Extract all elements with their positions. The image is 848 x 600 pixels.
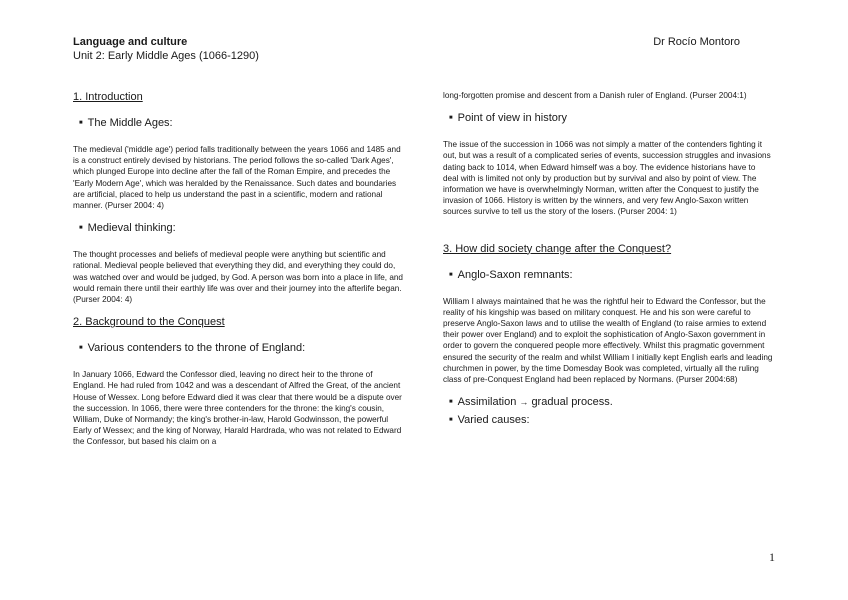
bullet-square-icon: ■ (449, 399, 453, 406)
bullet-label: Varied causes: (457, 414, 530, 427)
section-heading-background: 2. Background to the Conquest (73, 316, 225, 329)
document-header (73, 35, 259, 63)
bullet-assimilation (449, 395, 773, 411)
bullet-square-icon: ■ (79, 225, 83, 232)
bullet-label: Anglo-Saxon remnants: (457, 268, 573, 281)
section-heading-society-change: 3. How did society change after the Conquest? (443, 242, 672, 255)
bullet-anglo-saxon-remnants (449, 268, 773, 284)
left-column (73, 90, 403, 458)
bullet-label-assimilation: Assimilation (457, 396, 517, 409)
paragraph-continuation: long-forgotten promise and descent from a Danish ruler of England. (Purser 2004:1) (443, 91, 747, 100)
paragraph-medieval-thinking: The thought processes and beliefs of medieval people were anything but scientific and rational. Medieval people believed that everything they did, and everything they could do, was watched over and would be judged, by God. A person was born into a place in life, and would remain there until their earthly life was over and their journey into the afterlife began. (Purser 2004: 4) (73, 250, 403, 305)
section-heading-introduction: 1. Introduction (73, 91, 143, 103)
bullet-square-icon: ■ (79, 345, 83, 352)
bullet-varied-causes (449, 413, 773, 429)
bullet-label: The Middle Ages: (87, 117, 173, 129)
arrow-right-icon: → (519, 397, 529, 408)
unit-title: Unit 2: Early Middle Ages (1066-1290) (73, 50, 259, 62)
paragraph-medieval-period: The medieval ('middle age') period falls traditionally between the years 1066 and 1485 and is a construct entirely devised by historians. The period follows the so-called 'Dark Ages', which plunged Europe into decline after the fall of the Roman Empire, and precedes the 'Early Modern Age', which was heralded by the Renaissance. Such dates and boundaries are artificial, placed to help us understand the past in a scientific, modern and rational manner. (Purser 2004: 4) (73, 145, 401, 211)
bullet-label: Point of view in history (457, 112, 568, 125)
paragraph-point-of-view: The issue of the succession in 1066 was not simply a matter of the contenders fighting it out, but was a result of a complicated series of events, succession struggles and invasions dating back to 1014, when Edward himself was a boy. The evidence historians have to deal with is limited not only by production but by survival and also by point of view. The information we have is overwhelmingly Norman, written after the Conquest to justify the invasion of 1066. History is written by the winners, and very few Anglo-Saxon written sources survive to tell us the story of the losers. (Purser 2004: 1) (443, 140, 771, 217)
bullet-middle-ages (79, 116, 403, 132)
bullet-square-icon: ■ (449, 271, 453, 278)
page-number: 1 (769, 550, 775, 564)
paragraph-contenders: In January 1066, Edward the Confessor died, leaving no direct heir to the throne of England. He had ruled from 1042 and was a descendant of Alfred the Great, of the ancient House of Wessex. Long before Edward died it was clear that there would be a dispute over the succession. In 1066, there were three contenders for the throne: the king's cousin, William, Duke of Normandy; the king's brother-in-law, Harold Godwinsson, the powerful Early of Wessex; and the king of Norway, Harald Hardrada, who was not related to Edward the Confessor, but based his claim on a (73, 370, 402, 447)
course-title: Language and culture (73, 36, 188, 48)
bullet-label: Various contenders to the throne of England: (87, 342, 306, 355)
bullet-point-of-view (449, 111, 773, 127)
paragraph-anglo-saxon-remnants: William I always maintained that he was the rightful heir to Edward the Confessor, but the reality of his kingship was based on military conquest. He and his son were careful to preserve Anglo-Saxon laws and to utilise the wealth of England (to raise armies to extend their power over England) and to exploit the sophistication of Anglo-Saxon government in order to govern the conquered people more effectively. Whilst this pragmatic government ensured the security of the realm and whilst William I initially kept English earls and leading churchmen in power, by the time Domesday Book was completed, virtually all the ruling class of pre-Conquest England had been replaced by Normans. (Purser 2004:68) (443, 296, 773, 385)
bullet-square-icon: ■ (449, 417, 453, 424)
right-column (443, 90, 773, 441)
bullet-medieval-thinking (79, 221, 403, 237)
bullet-square-icon: ■ (449, 115, 453, 122)
bullet-label: Medieval thinking: (87, 222, 176, 235)
bullet-label-gradual: gradual process. (531, 396, 613, 409)
author-name: Dr Rocío Montoro (653, 36, 740, 48)
bullet-contenders (79, 341, 403, 357)
bullet-square-icon: ■ (79, 120, 83, 126)
